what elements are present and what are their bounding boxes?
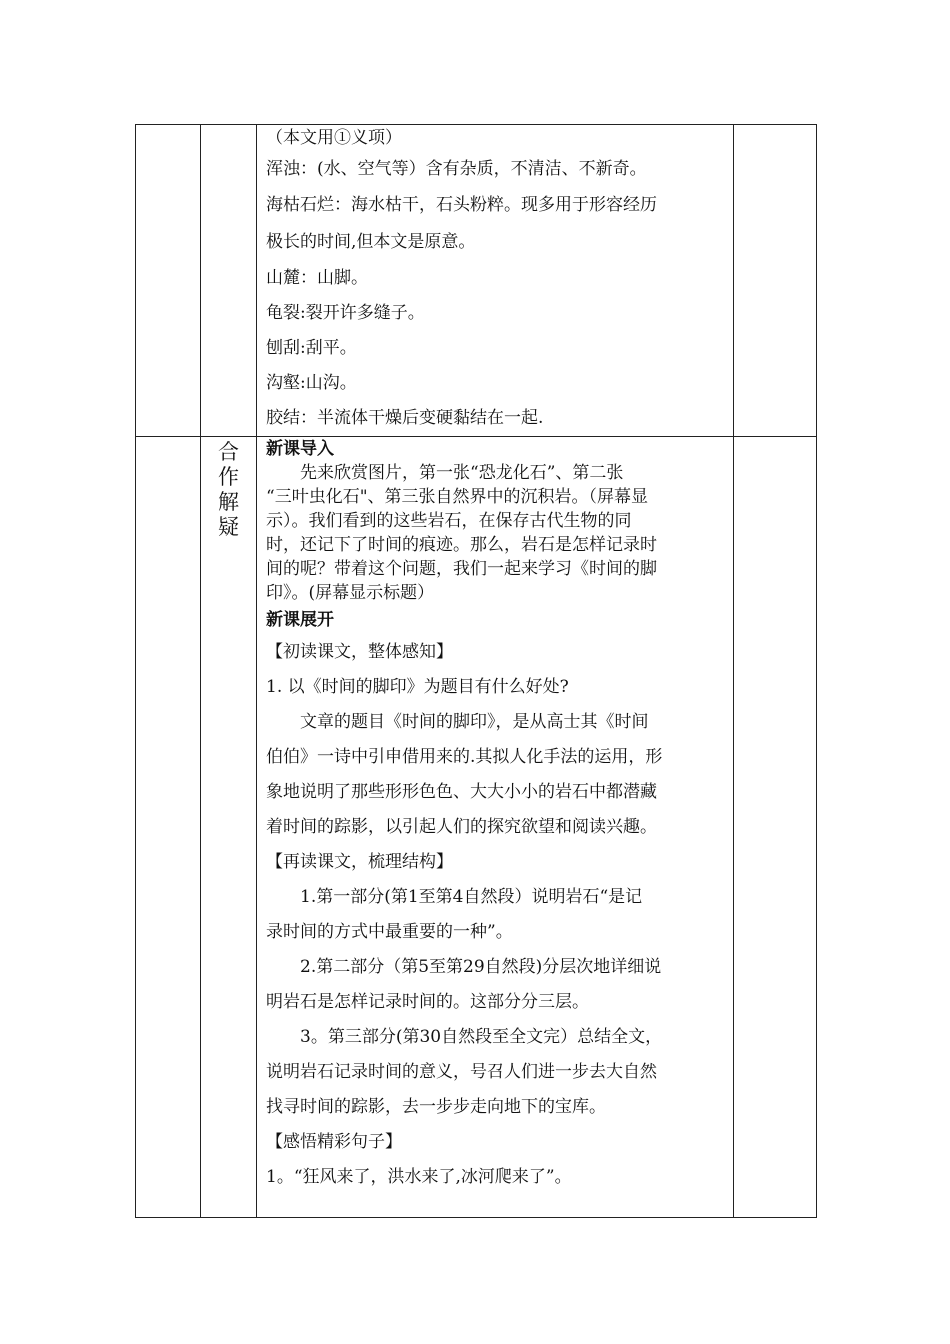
table-row [136, 125, 817, 437]
structure-line: 明岩石是怎样记录时间的。这部分分三层。 [266, 992, 589, 1012]
stage-label-cell [201, 437, 257, 1218]
structure-line: 2.第二部分（第5至第29自然段)分层次地详细说 [300, 957, 662, 977]
empty-cell [136, 437, 201, 1218]
intro-line: 印》。(屏幕显示标题） [266, 583, 435, 603]
empty-cell [734, 125, 817, 437]
answer-line: 象地说明了那些形形色色、大大小小的岩石中都潜藏 [266, 782, 657, 802]
structure-line: 1.第一部分(第1至第4自然段）说明岩石“是记 [300, 887, 643, 907]
empty-cell [136, 125, 201, 437]
stage-char: 作 [218, 465, 239, 489]
glossary-line: 沟壑:山沟。 [266, 373, 357, 393]
glossary-line: 浑浊：(水、空气等）含有杂质，不清洁、不新奇。 [266, 159, 647, 179]
structure-line: 说明岩石记录时间的意义，号召人们进一步去大自然 [266, 1062, 657, 1082]
section-heading: 【再读课文，梳理结构】 [266, 852, 453, 872]
intro-line: “三叶虫化石"、第三张自然界中的沉积岩。（屏幕显 [266, 487, 649, 507]
answer-line: 伯伯》一诗中引申借用来的.其拟人化手法的运用，形 [266, 747, 663, 767]
intro-heading: 新课导入 [266, 439, 334, 459]
structure-line: 3。第三部分(第30自然段至全文完）总结全文， [300, 1027, 663, 1047]
structure-line: 录时间的方式中最重要的一种”。 [266, 922, 513, 942]
answer-line: 文章的题目《时间的脚印》，是从高士其《时间 [300, 712, 649, 732]
intro-line: 时，还记下了时间的痕迹。那么，岩石是怎样记录时 [266, 535, 657, 555]
glossary-cell [257, 125, 734, 437]
glossary-line: 极长的时间,但本文是原意。 [266, 232, 476, 252]
intro-line: 先来欣赏图片，第一张“恐龙化石”、第二张 [300, 463, 624, 483]
glossary-line: 胶结：半流体干燥后变硬黏结在一起. [266, 408, 544, 428]
glossary-line: 刨刮:刮平。 [266, 338, 357, 358]
glossary-line: 龟裂:裂开许多缝子。 [266, 303, 425, 323]
intro-line: 间的呢？带着这个问题，我们一起来学习《时间的脚 [266, 559, 657, 579]
lesson-plan-table [135, 124, 817, 1218]
stage-char: 解 [218, 490, 239, 514]
structure-line: 找寻时间的踪影，去一步步走向地下的宝库。 [266, 1097, 606, 1117]
stage-char: 疑 [218, 515, 239, 539]
intro-line: 示）。我们看到的这些岩石，在保存古代生物的同 [266, 511, 632, 531]
glossary-line: 海枯石烂：海水枯干，石头粉粹。现多用于形容经历 [266, 195, 657, 215]
stage-label [201, 437, 256, 540]
empty-cell [201, 125, 257, 437]
section-heading: 【感悟精彩句子】 [266, 1132, 402, 1152]
table-row [136, 437, 817, 1218]
glossary-line: （本文用①义项） [266, 128, 402, 148]
develop-heading: 新课展开 [266, 610, 334, 630]
question-line: 1. 以《时间的脚印》为题目有什么好处? [266, 677, 569, 697]
empty-cell [734, 437, 817, 1218]
sentence-line: 1。“狂风来了，洪水来了,冰河爬来了”。 [266, 1167, 572, 1187]
section-heading: 【初读课文，整体感知】 [266, 642, 453, 662]
answer-line: 着时间的踪影，以引起人们的探究欲望和阅读兴趣。 [266, 817, 657, 837]
glossary-line: 山麓：山脚。 [266, 268, 368, 288]
stage-char: 合 [218, 440, 239, 464]
lesson-content-cell [257, 437, 734, 1218]
